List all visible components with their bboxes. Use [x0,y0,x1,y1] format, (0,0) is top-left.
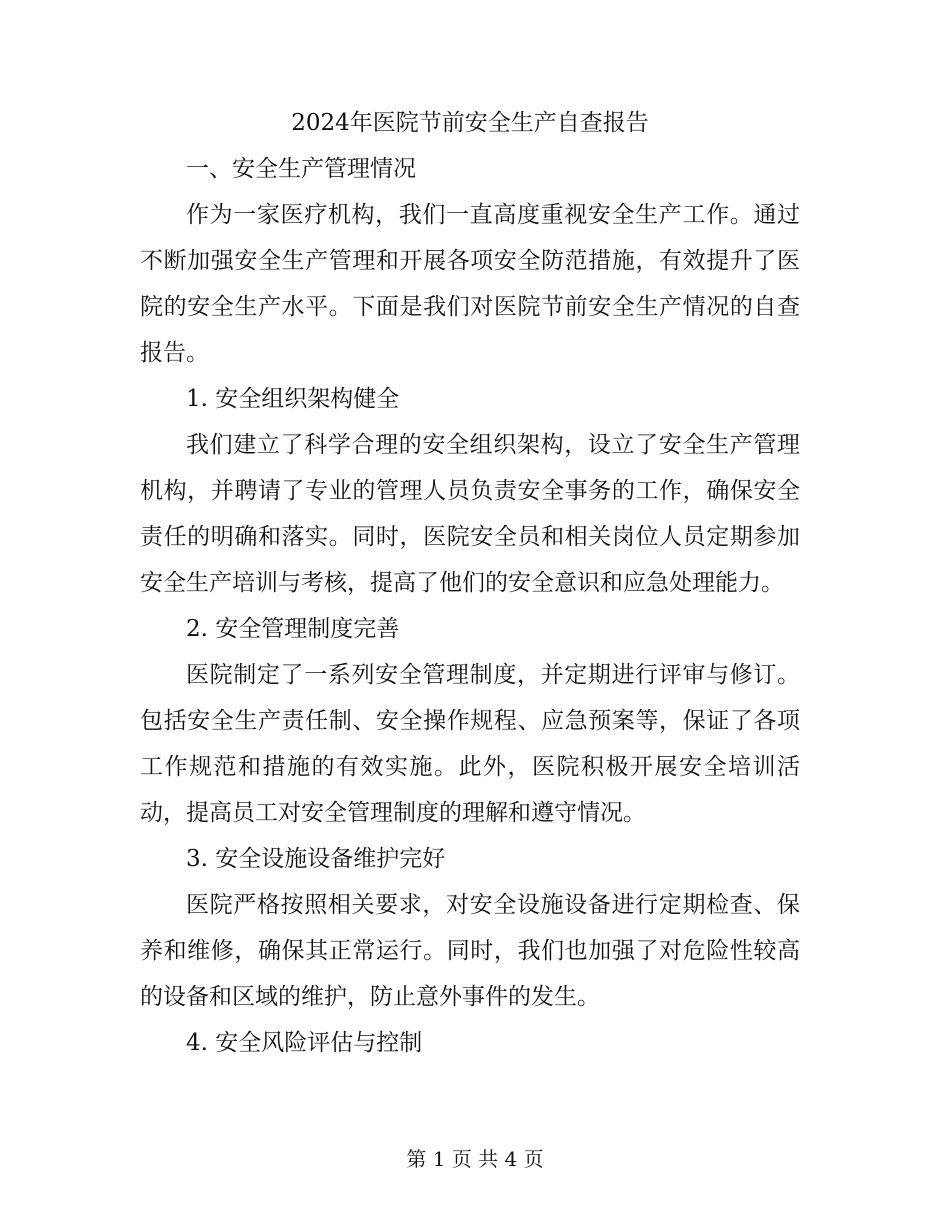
subsection-heading: 3. 安全设施设备维护完好 [186,846,446,872]
body-paragraph: 我们建立了科学合理的安全组织架构，设立了安全生产管理机构，并聘请了专业的管理人员负责安全事务的工作，确保安全责任的明确和落实。同时，医院安全员和相关岗位人员定期参加安全生产培训与考核，提高了他们的安全意识和应急处理能力。 [140,432,800,596]
subsection-heading: 1. 安全组织架构健全 [186,386,400,412]
subsection-heading: 2. 安全管理制度完善 [186,616,400,642]
document-body [140,100,800,1066]
page-number-footer: 第 1 页 共 4 页 [406,1147,544,1171]
body-paragraph: 作为一家医疗机构，我们一直高度重视安全生产工作。通过不断加强安全生产管理和开展各项安全防范措施，有效提升了医院的安全生产水平。下面是我们对医院节前安全生产情况的自查报告。 [140,202,800,366]
subsection-heading: 4. 安全风险评估与控制 [186,1030,423,1056]
body-paragraph: 医院制定了一系列安全管理制度，并定期进行评审与修订。包括安全生产责任制、安全操作规程、应急预案等，保证了各项工作规范和措施的有效实施。此外，医院积极开展安全培训活动，提高员工对安全管理制度的理解和遵守情况。 [140,662,800,826]
section-heading: 一、安全生产管理情况 [186,156,416,182]
body-paragraph: 医院严格按照相关要求，对安全设施设备进行定期检查、保养和维修，确保其正常运行。同时，我们也加强了对危险性较高的设备和区域的维护，防止意外事件的发生。 [140,892,800,1010]
document-title: 2024年医院节前安全生产自查报告 [291,110,649,136]
